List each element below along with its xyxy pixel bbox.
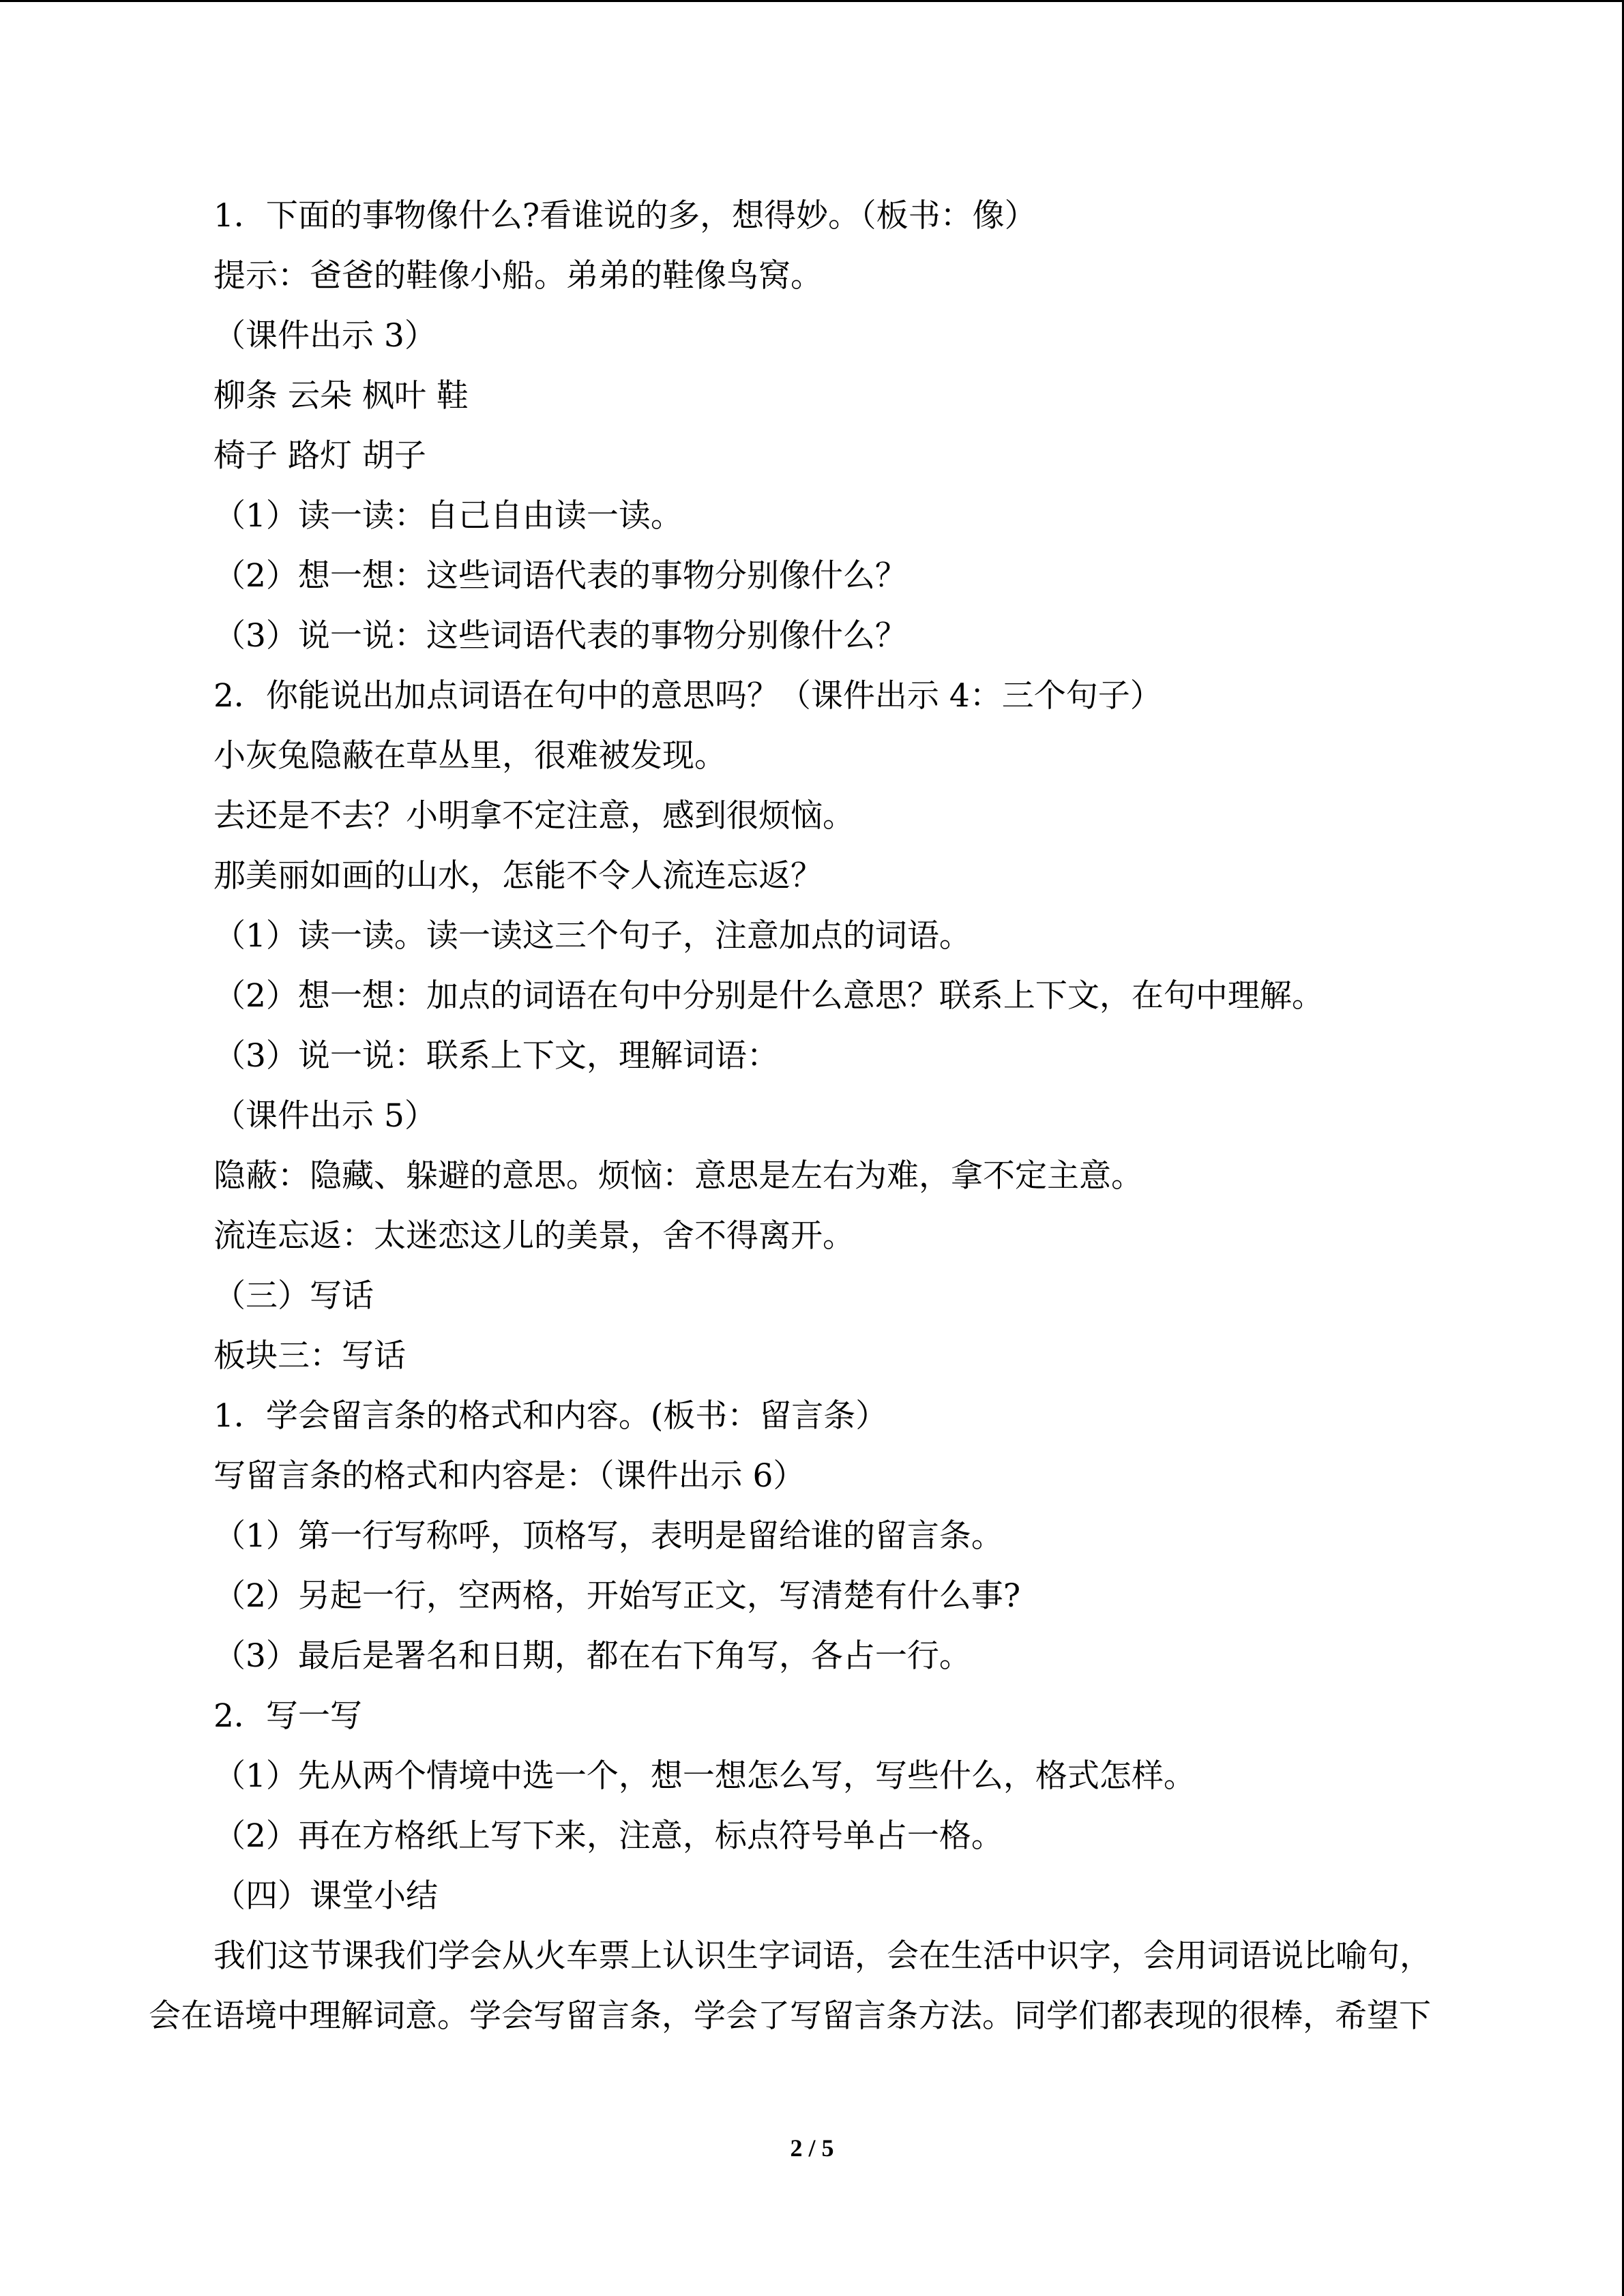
text-line: （3）说一说：联系上下文，理解词语： (213, 1037, 779, 1075)
text-line: 1．学会留言条的格式和内容。(板书：留言条） (213, 1397, 888, 1435)
text-line: 柳条 云朵 枫叶 鞋 (213, 377, 469, 415)
text-line: （1）读一读：自己自由读一读。 (213, 497, 683, 535)
page-number: 2 / 5 (790, 2134, 834, 2162)
page-top-border (0, 0, 1624, 2)
text-line: （2）想一想：加点的词语在句中分别是什么意思？联系上下文，在句中理解。 (213, 977, 1324, 1015)
text-line: （3）最后是署名和日期，都在右下角写，各占一行。 (213, 1637, 971, 1675)
section-heading: （三）写话 (213, 1277, 374, 1315)
text-line: （2）另起一行，空两格，开始写正文，写清楚有什么事? (213, 1577, 1021, 1615)
text-line: （课件出示 5） (213, 1097, 437, 1135)
text-line: 写留言条的格式和内容是：（课件出示 6） (213, 1457, 806, 1495)
text-line: （1）第一行写称呼，顶格写，表明是留给谁的留言条。 (213, 1517, 1003, 1555)
text-line: 1．下面的事物像什么?看谁说的多，想得妙。（板书：像） (213, 197, 1037, 235)
text-line: （3）说一说：这些词语代表的事物分别像什么？ (213, 617, 907, 655)
text-line: 提示：爸爸的鞋像小船。弟弟的鞋像鸟窝。 (213, 257, 823, 295)
paragraph-line: 我们这节课我们学会从火车票上认识生字词语，会在生活中识字，会用词语说比喻句， (213, 1937, 1432, 1975)
text-line: （1）读一读。读一读这三个句子，注意加点的词语。 (213, 917, 971, 955)
section-heading: （四）课堂小结 (213, 1877, 438, 1915)
text-line: 流连忘返：太迷恋这儿的美景，舍不得离开。 (213, 1217, 855, 1255)
text-line: （1）先从两个情境中选一个，想一想怎么写，写些什么，格式怎样。 (213, 1757, 1196, 1795)
text-line: 那美丽如画的山水，怎能不令人流连忘返？ (213, 857, 823, 895)
text-line: 2．你能说出加点词语在句中的意思吗？（课件出示 4：三个句子） (213, 677, 1162, 715)
text-line: 小灰兔隐蔽在草丛里，很难被发现。 (213, 737, 726, 775)
text-line: （课件出示 3） (213, 317, 437, 355)
text-line: 椅子 路灯 胡子 (213, 437, 426, 475)
text-line: 隐蔽：隐藏、躲避的意思。烦恼：意思是左右为难，拿不定主意。 (213, 1157, 1143, 1195)
paragraph-line: 会在语境中理解词意。学会写留言条，学会了写留言条方法。同学们都表现的很棒，希望下 (149, 1997, 1431, 2035)
text-line: （2）想一想：这些词语代表的事物分别像什么？ (213, 557, 907, 595)
text-line: 2．写一写 (213, 1697, 362, 1735)
text-line: 板块三：写话 (213, 1337, 406, 1375)
text-line: 去还是不去？小明拿不定注意，感到很烦恼。 (213, 797, 855, 835)
text-line: （2）再在方格纸上写下来，注意，标点符号单占一格。 (213, 1817, 1003, 1855)
